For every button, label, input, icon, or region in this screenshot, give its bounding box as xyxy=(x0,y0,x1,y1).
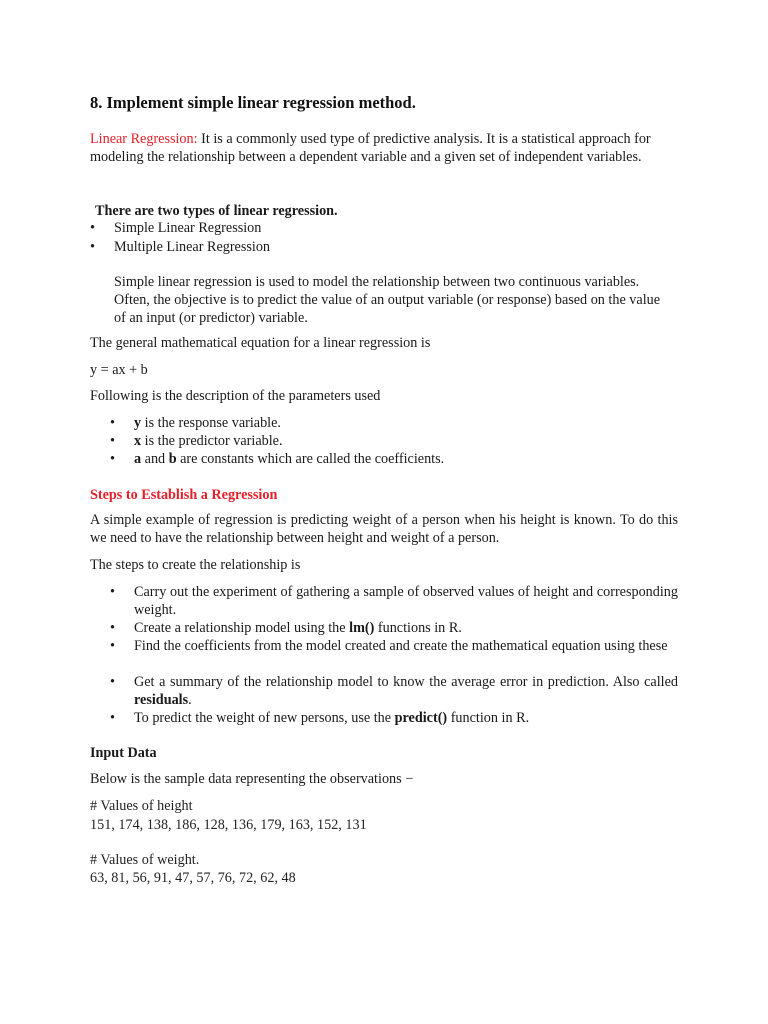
param-a: a xyxy=(134,451,142,467)
input-data-heading: Input Data xyxy=(90,745,157,761)
steps-example: A simple example of regression is predicting weight of a person when his height is known. To do this we need to have the relationship between height and weight of a person. xyxy=(90,512,678,546)
weight-values: 63, 81, 56, 91, 47, 57, 76, 72, 62, 48 xyxy=(90,870,296,886)
page-title: 8. Implement simple linear regression method. xyxy=(90,93,416,112)
intro-text: It is a commonly used type of predictive analysis. It is a statistical approach for modeling the relationship between a dependent variable and a given set of independent variables. xyxy=(90,131,651,165)
bullet-icon: • xyxy=(110,415,115,431)
list-item xyxy=(110,673,678,709)
list-item xyxy=(110,414,670,432)
type-item-simple: Simple Linear Regression xyxy=(114,220,262,236)
bullet-icon: • xyxy=(110,710,115,726)
list-item xyxy=(110,637,678,673)
step-2: Create a relationship model using the lm() functions in R. xyxy=(134,620,462,636)
list-item xyxy=(110,709,678,727)
list-item xyxy=(110,450,670,468)
param-x: x xyxy=(134,433,142,449)
step-1: Carry out the experiment of gathering a sample of observed values of height and corresponding weight. xyxy=(134,584,678,618)
types-heading: There are two types of linear regression. xyxy=(95,203,338,219)
step-4: Get a summary of the relationship model to know the average error in prediction. Also called residuals. xyxy=(134,674,678,708)
params-list xyxy=(110,414,670,468)
bullet-icon: • xyxy=(110,620,115,636)
param-and: and xyxy=(141,451,169,467)
intro-term: Linear Regression: xyxy=(90,131,198,147)
bullet-icon: • xyxy=(90,220,95,236)
height-comment: # Values of height xyxy=(90,798,193,814)
weight-comment: # Values of weight. xyxy=(90,852,200,868)
bullet-icon: • xyxy=(90,239,95,255)
steps-heading: Steps to Establish a Regression xyxy=(90,487,278,503)
param-y-desc: is the response variable. xyxy=(141,415,281,431)
height-values: 151, 174, 138, 186, 128, 136, 179, 163, 152, 131 xyxy=(90,817,367,833)
bullet-icon: • xyxy=(110,451,115,467)
equation-intro: The general mathematical equation for a linear regression is xyxy=(90,335,431,351)
list-item xyxy=(110,432,670,450)
bullet-icon: • xyxy=(110,584,115,600)
params-intro: Following is the description of the parameters used xyxy=(90,388,381,404)
list-item xyxy=(110,619,678,637)
bullet-icon: • xyxy=(110,674,115,690)
step-5: To predict the weight of new persons, use the predict() function in R. xyxy=(134,710,530,726)
steps-intro: The steps to create the relationship is xyxy=(90,557,301,573)
input-data-intro: Below is the sample data representing the observations − xyxy=(90,771,414,787)
type-item-multiple: Multiple Linear Regression xyxy=(114,239,271,255)
simple-regression-description: Simple linear regression is used to model the relationship between two continuous variables. Often, the objective is to predict the value of an output variable (or response) based on the value of an input (or predictor) variable. xyxy=(114,274,661,326)
bullet-icon: • xyxy=(110,638,115,654)
steps-list xyxy=(110,583,678,727)
step-3: Find the coefficients from the model created and create the mathematical equation using these xyxy=(134,638,668,654)
param-y: y xyxy=(134,415,142,431)
param-ab-desc: are constants which are called the coefficients. xyxy=(176,451,445,467)
bullet-icon: • xyxy=(110,433,115,449)
equation: y = ax + b xyxy=(90,362,148,378)
list-item xyxy=(110,583,678,619)
param-x-desc: is the predictor variable. xyxy=(141,433,283,449)
param-b: b xyxy=(168,451,177,467)
intro-paragraph xyxy=(90,130,680,166)
